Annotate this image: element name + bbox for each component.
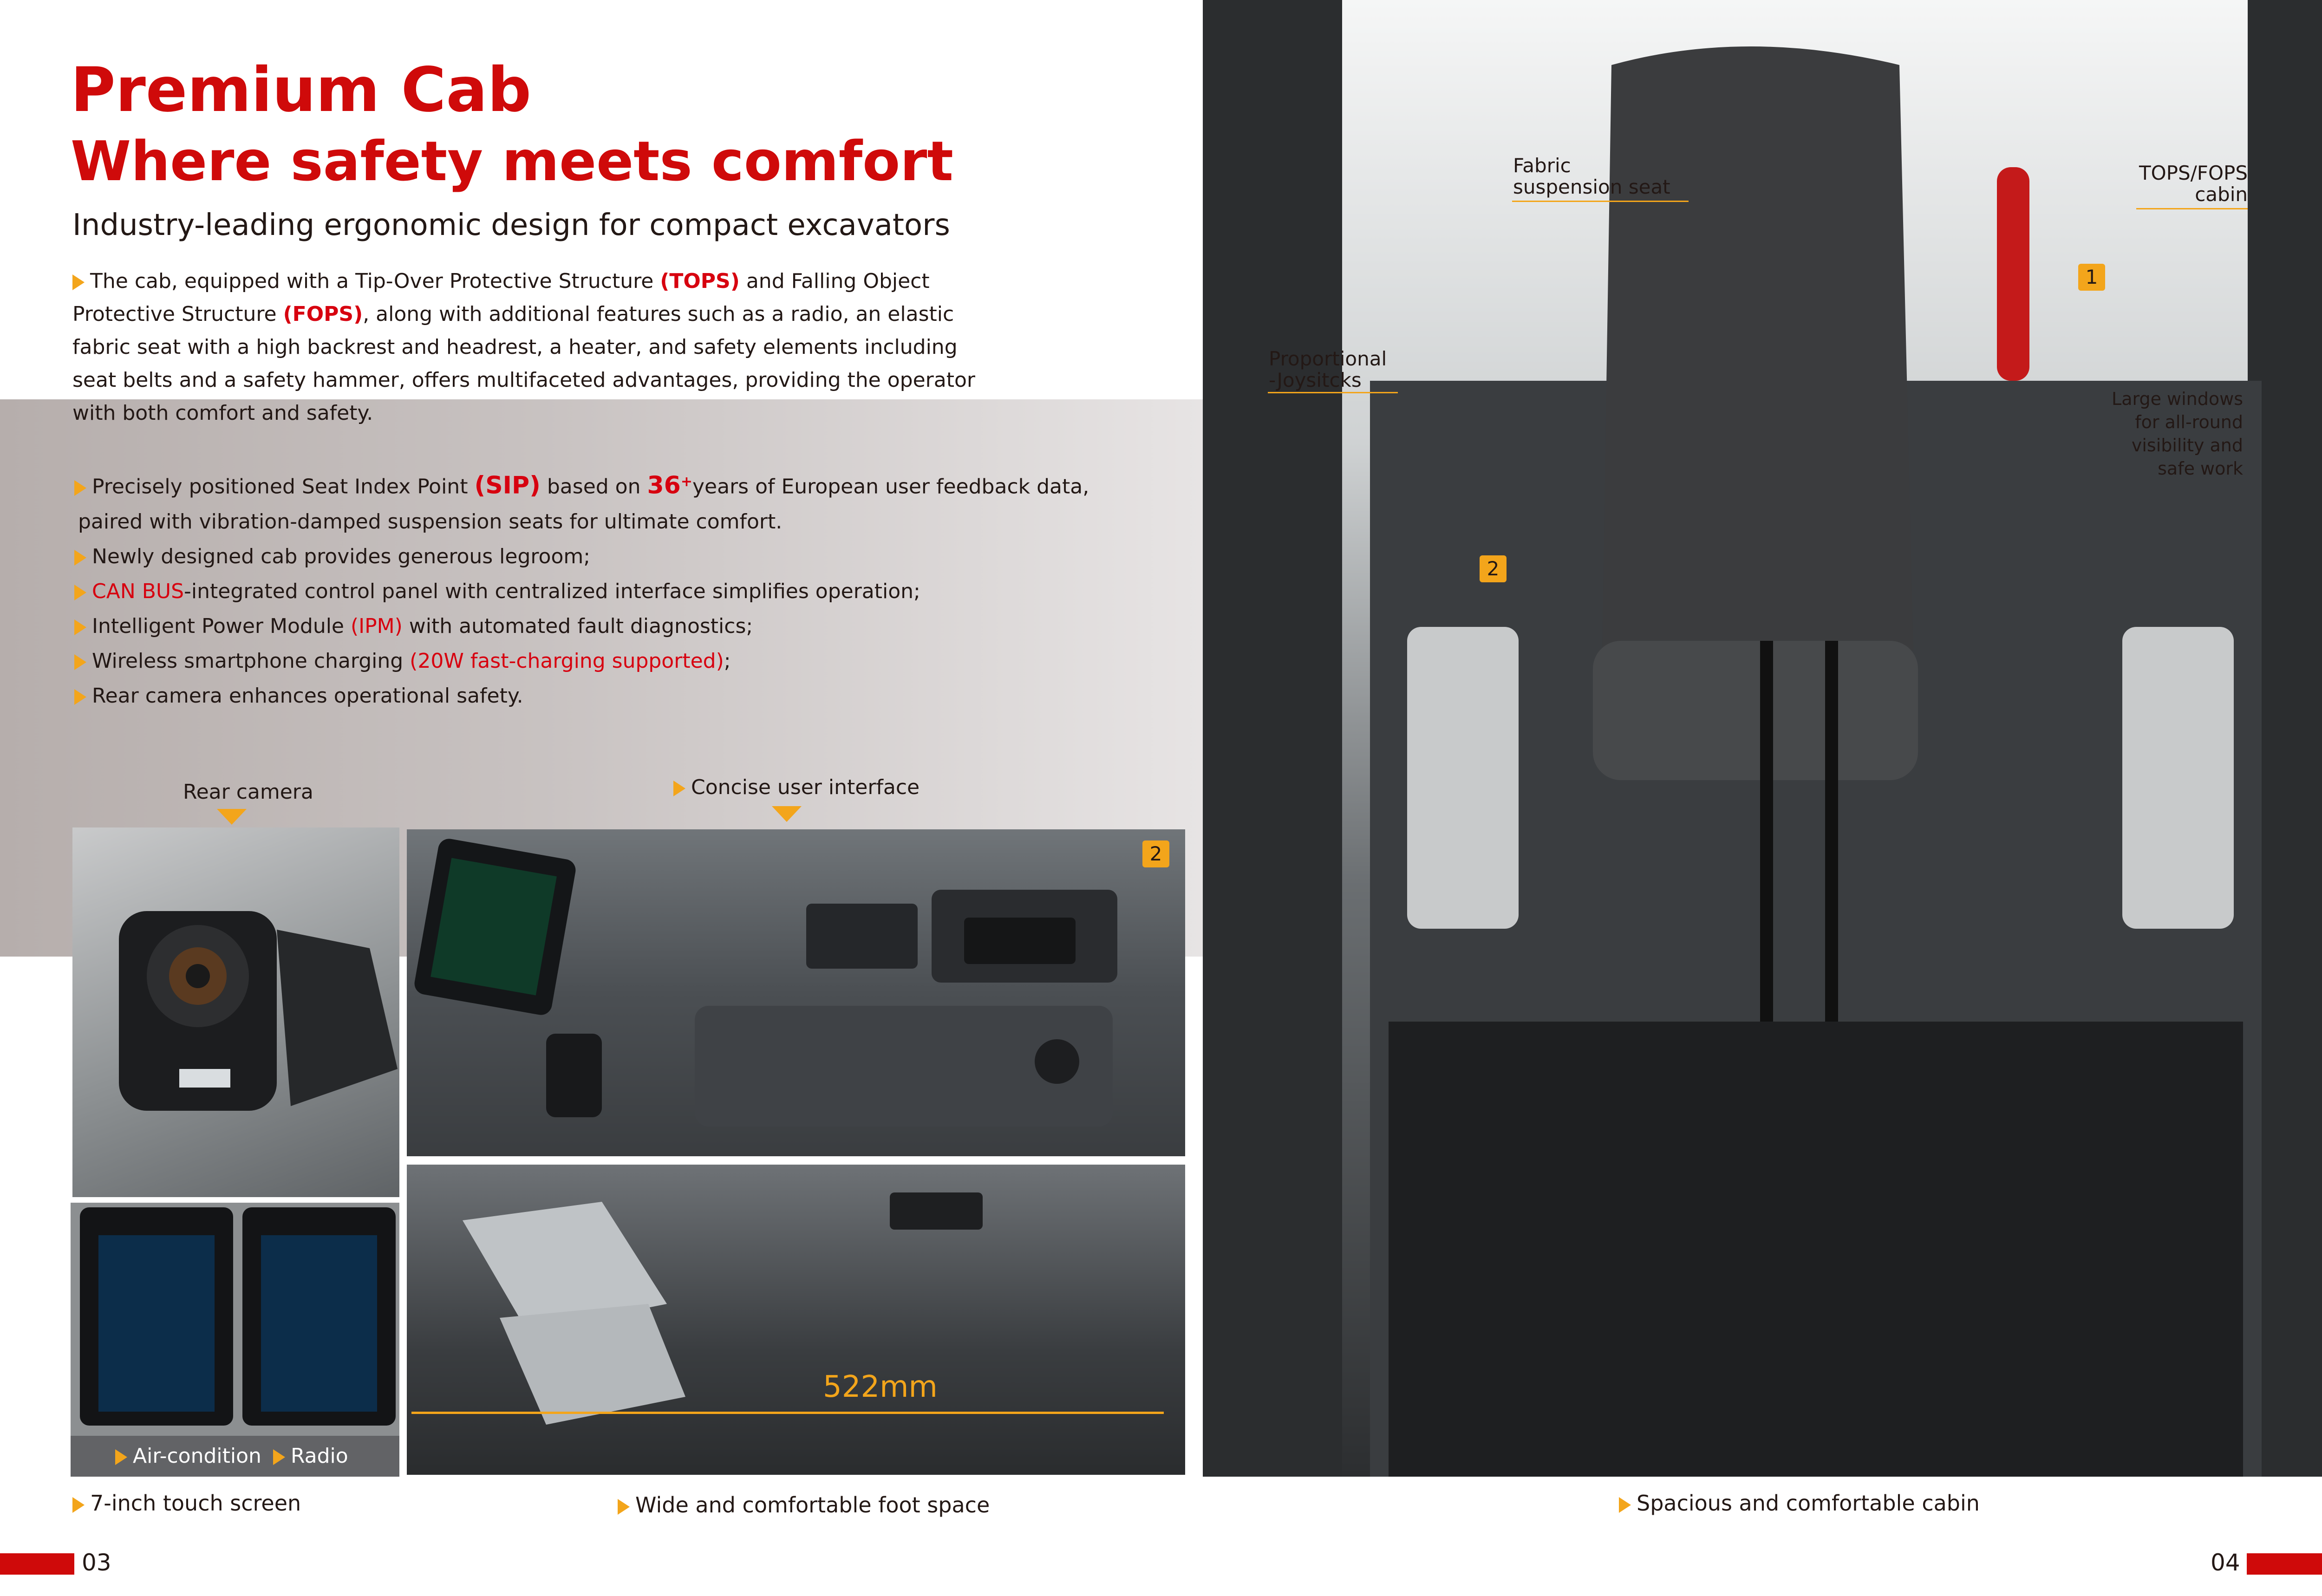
page-number-right: 04 [2211, 1549, 2240, 1576]
list-item: Intelligent Power Module (IPM) with automated fault diagnostics; [74, 609, 1026, 644]
bullet-arrow-icon [74, 585, 86, 600]
intro-paragraph: The cab, equipped with a Tip-Over Protective Structure (TOPS) and Falling Object Protective Structure (FOPS), along with additional features such as a radio, an elastic fabric seat with a high backrest and headrest, a heater, and safety elements including seat belts and a safety hammer, offers multifaceted advantages, providing the operator with both comfort and safety. [72, 269, 975, 425]
control-panel-icon [407, 829, 1185, 1156]
callout-badge-1: 1 [2078, 264, 2105, 291]
measure-value: 522mm [823, 1370, 938, 1404]
rear-camera-label: Rear camera [183, 780, 313, 804]
aircon-label: Air-condition [115, 1444, 261, 1468]
feature-list [74, 464, 1089, 713]
callout-fabric-seat: Fabric suspension seat [1513, 154, 1670, 198]
list-item: Precisely positioned Seat Index Point (SIP) based on 36+years of European user feedback data, [74, 464, 1026, 504]
control-panel-photo [407, 829, 1185, 1156]
foot-space-caption: Wide and comfortable foot space [618, 1492, 990, 1518]
list-item: Wireless smartphone charging (20W fast-charging supported); [74, 644, 1026, 678]
bullet-arrow-icon [115, 1449, 127, 1465]
callout-tops-fops: TOPS/FOPS cabin [2139, 162, 2248, 206]
cabin-seat-icon [1203, 0, 2322, 1477]
pedal-icon [407, 1165, 1185, 1475]
bullet-arrow-icon [74, 654, 86, 670]
callout-large-windows: Large windows for all-round visibility and safe work [2112, 389, 2243, 479]
cabin-photo [1203, 0, 2322, 1477]
list-item: paired with vibration-damped suspension seats for ultimate comfort. [78, 509, 783, 534]
bullet-arrow-icon [74, 619, 86, 635]
callout-line [2136, 208, 2248, 209]
pointer-down-icon [772, 806, 802, 822]
bullet-arrow-icon [72, 274, 85, 290]
page-subtitle: Industry-leading ergonomic design for compact excavators [72, 208, 950, 242]
callout-line [1512, 201, 1689, 202]
radio-label: Radio [273, 1444, 348, 1468]
bullet-arrow-icon [74, 480, 86, 496]
footer-bar-left [0, 1553, 74, 1575]
cabin-caption: Spacious and comfortable cabin [1619, 1491, 1980, 1516]
touch-screen-caption: 7-inch touch screen [72, 1491, 301, 1516]
list-item: Newly designed cab provides generous legroom; [74, 539, 1026, 574]
bullet-arrow-icon [273, 1449, 285, 1465]
list-item: Rear camera enhances operational safety. [74, 678, 1026, 713]
bullet-arrow-icon [673, 781, 685, 796]
page-number-left: 03 [82, 1549, 111, 1576]
bullet-arrow-icon [74, 689, 86, 705]
page-title: Premium Cab [71, 54, 532, 126]
page-headline: Where safety meets comfort [71, 129, 953, 193]
pointer-down-icon [217, 809, 247, 825]
callout-badge-2: 2 [1142, 840, 1169, 867]
callout-badge-2: 2 [1480, 555, 1507, 582]
footer-bar-right [2247, 1553, 2322, 1575]
rear-camera-photo [72, 827, 399, 1197]
bullet-arrow-icon [74, 550, 86, 566]
callout-line [1268, 392, 1398, 393]
list-item: CAN BUS-integrated control panel with centralized interface simplifies operation; [74, 574, 1026, 609]
rear-camera-icon [72, 827, 399, 1197]
bullet-arrow-icon [72, 1497, 85, 1513]
concise-ui-label: Concise user interface [673, 775, 920, 799]
measure-line [411, 1412, 1164, 1414]
bullet-arrow-icon [1619, 1497, 1631, 1513]
bullet-arrow-icon [618, 1499, 630, 1515]
callout-joysticks: Proportional -Joysitcks [1269, 347, 1387, 391]
foot-space-photo [407, 1165, 1185, 1475]
